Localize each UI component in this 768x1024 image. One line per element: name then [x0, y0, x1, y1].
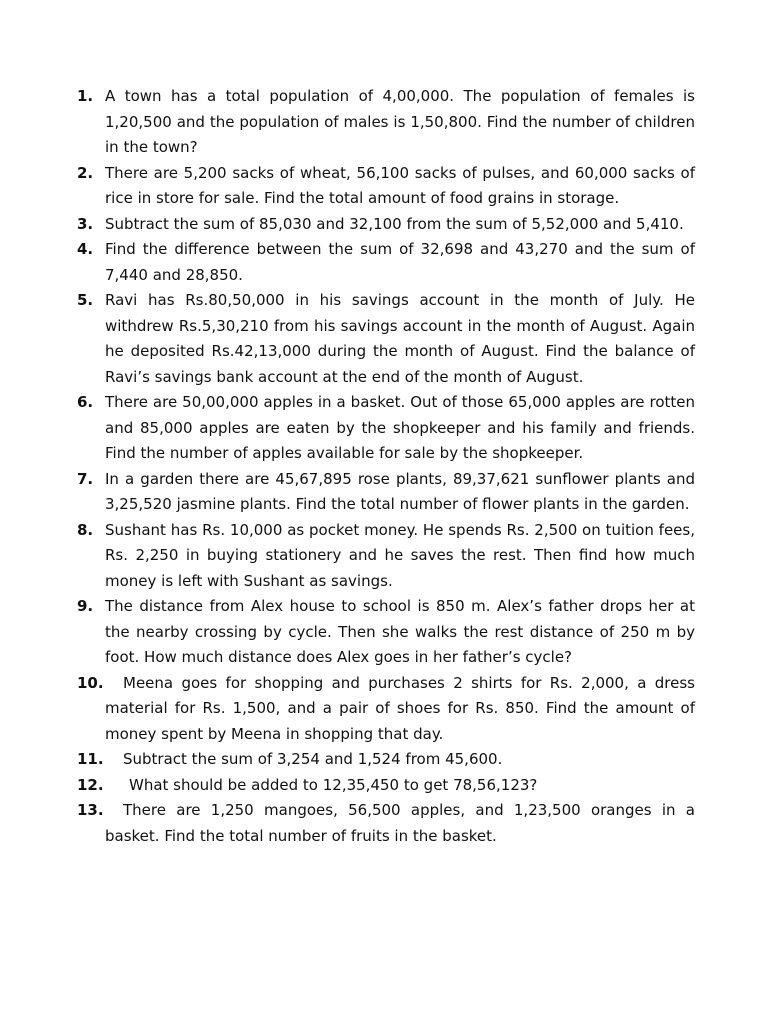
question-item [0, 390, 695, 467]
question-number: 7. [77, 469, 94, 488]
question-number: 4. [77, 240, 94, 258]
worksheet-page [0, 84, 768, 849]
question-item [0, 467, 695, 518]
question-number: 2. [77, 163, 94, 182]
question-number: 1. [77, 87, 94, 105]
question-number: 11. [77, 750, 104, 768]
question-text: A town has a total population of 4,00,000. The population of females is 1,20,500 and the population of males is 1,50,800. Find the number of children in the town? [105, 87, 695, 156]
question-item [0, 671, 695, 748]
question-number: 5. [77, 291, 94, 309]
question-number: 10. [77, 673, 104, 692]
question-item [0, 798, 695, 849]
question-number: 12. [77, 775, 104, 794]
question-number: 8. [77, 520, 94, 539]
question-text: Ravi has Rs.80,50,000 in his savings account in the month of July. He withdrew Rs.5,30,210 from his savings account in the month of August. Again he deposited Rs.42,13,000 during the month of August. Find the balance of Ravi’s savings bank account at the end of the month of August. [105, 291, 695, 386]
question-number: 13. [77, 801, 104, 819]
question-item [0, 773, 695, 799]
question-item [0, 84, 695, 161]
question-text: There are 1,250 mangoes, 56,500 apples, and 1,23,500 oranges in a basket. Find the total number of fruits in the basket. [105, 801, 695, 845]
question-item [0, 237, 695, 288]
question-number: 3. [77, 214, 94, 233]
question-text: Meena goes for shopping and purchases 2 shirts for Rs. 2,000, a dress material for Rs. 1,500, and a pair of shoes for Rs. 850. Find the amount of money spent by Meena in shopping that day. [105, 673, 695, 743]
question-number: 6. [77, 393, 94, 411]
question-item [0, 161, 695, 212]
question-text: Subtract the sum of 3,254 and 1,524 from 45,600. [123, 750, 503, 768]
question-text: Subtract the sum of 85,030 and 32,100 from the sum of 5,52,000 and 5,410. [105, 214, 684, 233]
question-item [0, 518, 695, 595]
question-text: What should be added to 12,35,450 to get 78,56,123? [129, 775, 538, 794]
question-item [0, 747, 695, 773]
question-text: Find the difference between the sum of 32,698 and 43,270 and the sum of 7,440 and 28,850. [105, 240, 695, 284]
question-item [0, 288, 695, 390]
question-text: In a garden there are 45,67,895 rose plants, 89,37,621 sunflower plants and 3,25,520 jasmine plants. Find the total number of flower plants in the garden. [105, 469, 695, 513]
question-item [0, 594, 695, 671]
question-text: Sushant has Rs. 10,000 as pocket money. He spends Rs. 2,500 on tuition fees, Rs. 2,250 in buying stationery and he saves the rest. Then find how much money is left with Sushant as savings. [105, 520, 695, 590]
question-text: There are 5,200 sacks of wheat, 56,100 sacks of pulses, and 60,000 sacks of rice in store for sale. Find the total amount of food grains in storage. [105, 163, 695, 207]
question-text: The distance from Alex house to school is 850 m. Alex’s father drops her at the nearby crossing by cycle. Then she walks the rest distance of 250 m by foot. How much distance does Alex goes in her father’s cycle? [105, 597, 695, 666]
question-item [0, 212, 695, 238]
question-text: There are 50,00,000 apples in a basket. Out of those 65,000 apples are rotten and 85,000 apples are eaten by the shopkeeper and his family and friends. Find the number of apples available for sale by the shopkeeper. [105, 393, 695, 462]
question-number: 9. [77, 597, 94, 615]
